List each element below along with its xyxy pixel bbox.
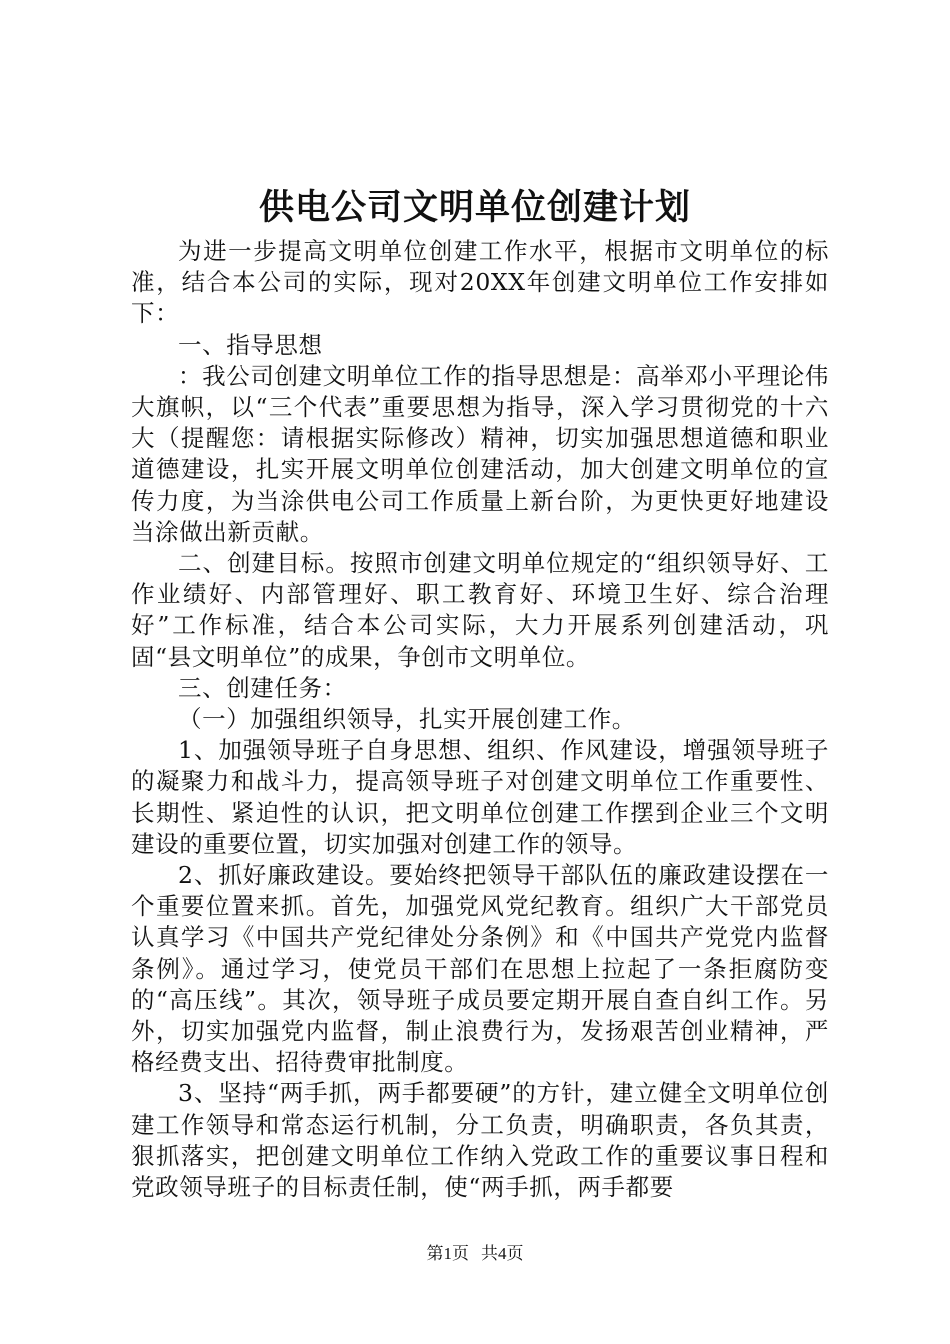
task-item-1-paragraph: 1、加强领导班子自身思想、组织、作风建设，增强领导班子的凝聚力和战斗力，提高领导班子对创建文明单位工作重要性、长期性、紧迫性的认识，把文明单位创建工作摆到企业三个文明建设的重要位置，切实加强对创建工作的领导。	[131, 736, 829, 858]
page-footer	[0, 1243, 950, 1265]
task-item-3-paragraph: 3、坚持“两手抓，两手都要硬”的方针，建立健全文明单位创建工作领导和常态运行机制，分工负责，明确职责，各负其责，狠抓落实，把创建文明单位工作纳入党政工作的重要议事日程和党政领导班子的目标责任制，使“两手抓，两手都要	[131, 1079, 829, 1202]
page-number: 第1页	[426, 1244, 469, 1263]
document-body	[131, 236, 829, 1203]
page-total: 共4页	[481, 1244, 524, 1263]
task-item-2-paragraph: 2、抓好廉政建设。要始终把领导干部队伍的廉政建设摆在一个重要位置来抓。首先，加强党风党纪教育。组织广大干部党员认真学习《中国共产党纪律处分条例》和《中国共产党党内监督条例》。通过学习，使党员干部们在思想上拉起了一条拒腐防变的“高压线”。其次，领导班子成员要定期开展自查自纠工作。另外，切实加强党内监督，制止浪费行为，发扬艰苦创业精神，严格经费支出、招待费审批制度。	[131, 861, 829, 1077]
intro-paragraph: 为进一步提高文明单位创建工作水平，根据市文明单位的标准，结合本公司的实际，现对20XX年创建文明单位工作安排如下：	[131, 237, 829, 328]
creation-goals-paragraph: 二、创建目标。按照市创建文明单位规定的“组织领导好、工作业绩好、内部管理好、职工教育好、环境卫生好、综合治理好”工作标准，结合本公司实际，大力开展系列创建活动，巩固“县文明单位”的成果，争创市文明单位。	[131, 549, 829, 671]
subsection-heading-organization: （一）加强组织领导，扎实开展创建工作。	[178, 705, 636, 734]
section-heading-guiding-ideology: 一、指导思想	[178, 330, 323, 359]
document-title: 供电公司文明单位创建计划	[258, 188, 691, 228]
guiding-ideology-paragraph: ：我公司创建文明单位工作的指导思想是：高举邓小平理论伟大旗帜，以“三个代表”重要思想为指导，深入学习贯彻党的十六大（提醒您：请根据实际修改）精神，切实加强思想道德和职业道德建设，扎实开展文明单位创建活动，加大创建文明单位的宣传力度，为当涂供电公司工作质量上新台阶，为更快更好地建设当涂做出新贡献。	[131, 361, 829, 546]
section-heading-creation-tasks: 三、创建任务：	[178, 673, 347, 702]
